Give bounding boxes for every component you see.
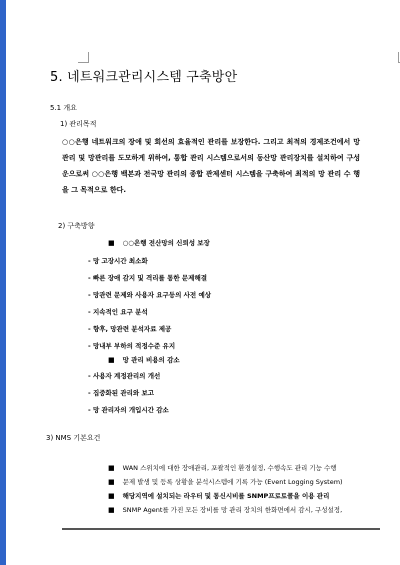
bullet-text: 해당지역에 설치되는 라우터 및 통신시비를 SNMP프로토콜을 이용 관리 <box>122 492 330 500</box>
list-item: - 망 관리자의 개입시간 감소 <box>88 406 169 414</box>
subsection-purpose: 1) 관리목적 <box>60 120 97 128</box>
bullet-text: 망 관리 비용의 감소 <box>122 356 180 364</box>
document-page <box>38 0 378 565</box>
square-bullet-icon: ■ <box>108 478 115 486</box>
list-item: - 집중화된 관리와 보고 <box>88 389 154 397</box>
nms-requirement <box>108 463 337 472</box>
subsection-direction: 2) 구축방향 <box>58 222 95 230</box>
square-bullet-icon: ■ <box>108 356 115 364</box>
subsection-nms-requirements: 3) NMS 기본요건 <box>46 434 101 442</box>
crop-mark-top-left <box>78 52 89 63</box>
direction-sub-bullet <box>108 355 180 364</box>
page-title: 5. 네트워크관리시스템 구축방안 <box>50 70 238 85</box>
nms-requirement <box>108 491 329 500</box>
footer-divider <box>62 528 380 530</box>
list-item: - 망내부 부하의 적정수준 유지 <box>88 342 176 350</box>
bullet-text: ○○은행 전산망의 신뢰성 보장 <box>122 239 210 247</box>
nms-requirement <box>108 477 343 486</box>
bullet-text: SNMP Agent를 가진 모든 장비를 망 관리 장치의 한화면에서 감시, 구성설정, <box>122 506 343 514</box>
direction-main-bullet <box>108 238 210 247</box>
bullet-text: WAN 스위치에 대한 장애관리, 포괄적인 환경설정, 수행속도 관리 기능 수행 <box>122 464 337 472</box>
list-item: - 지속적인 요구 분석 <box>88 308 148 316</box>
square-bullet-icon: ■ <box>108 492 115 500</box>
square-bullet-icon: ■ <box>108 464 115 472</box>
list-item: - 향후, 망관련 분석자료 제공 <box>88 325 172 333</box>
section-5-1: 5.1 개요 <box>50 104 77 112</box>
nms-requirement <box>108 505 342 514</box>
left-accent-bar <box>0 0 6 565</box>
list-item: - 망 고장시간 최소화 <box>88 257 148 265</box>
list-item: - 사용자 계정관리의 개선 <box>88 372 161 380</box>
bullet-text: 문제 발생 및 등록 상황을 분석시스템에 기록 가능 (Event Logging System) <box>122 478 343 486</box>
square-bullet-icon: ■ <box>108 506 115 514</box>
purpose-paragraph: ○○은행 네트워크의 장애 및 회선의 효율적인 관리를 보장한다. 그리고 최적의 경제조건에서 망 관리 및 망관리를 도모하게 위하여, 통합 관리 시스템으로서의 동산망 관리장치를 설치하여 구성 운으로써 ○○은행 백본과 전국망 관리의 종합 관제센터 시스템을 구축하여 최적의 망 관리 수 행을 그 목적으로 한다. <box>62 138 360 194</box>
square-bullet-icon: ■ <box>108 239 115 247</box>
list-item: - 망관련 문제와 사용자 요구등의 사전 예상 <box>88 291 212 299</box>
list-item: - 빠른 장애 감지 및 격리를 통한 문제해결 <box>88 274 208 282</box>
